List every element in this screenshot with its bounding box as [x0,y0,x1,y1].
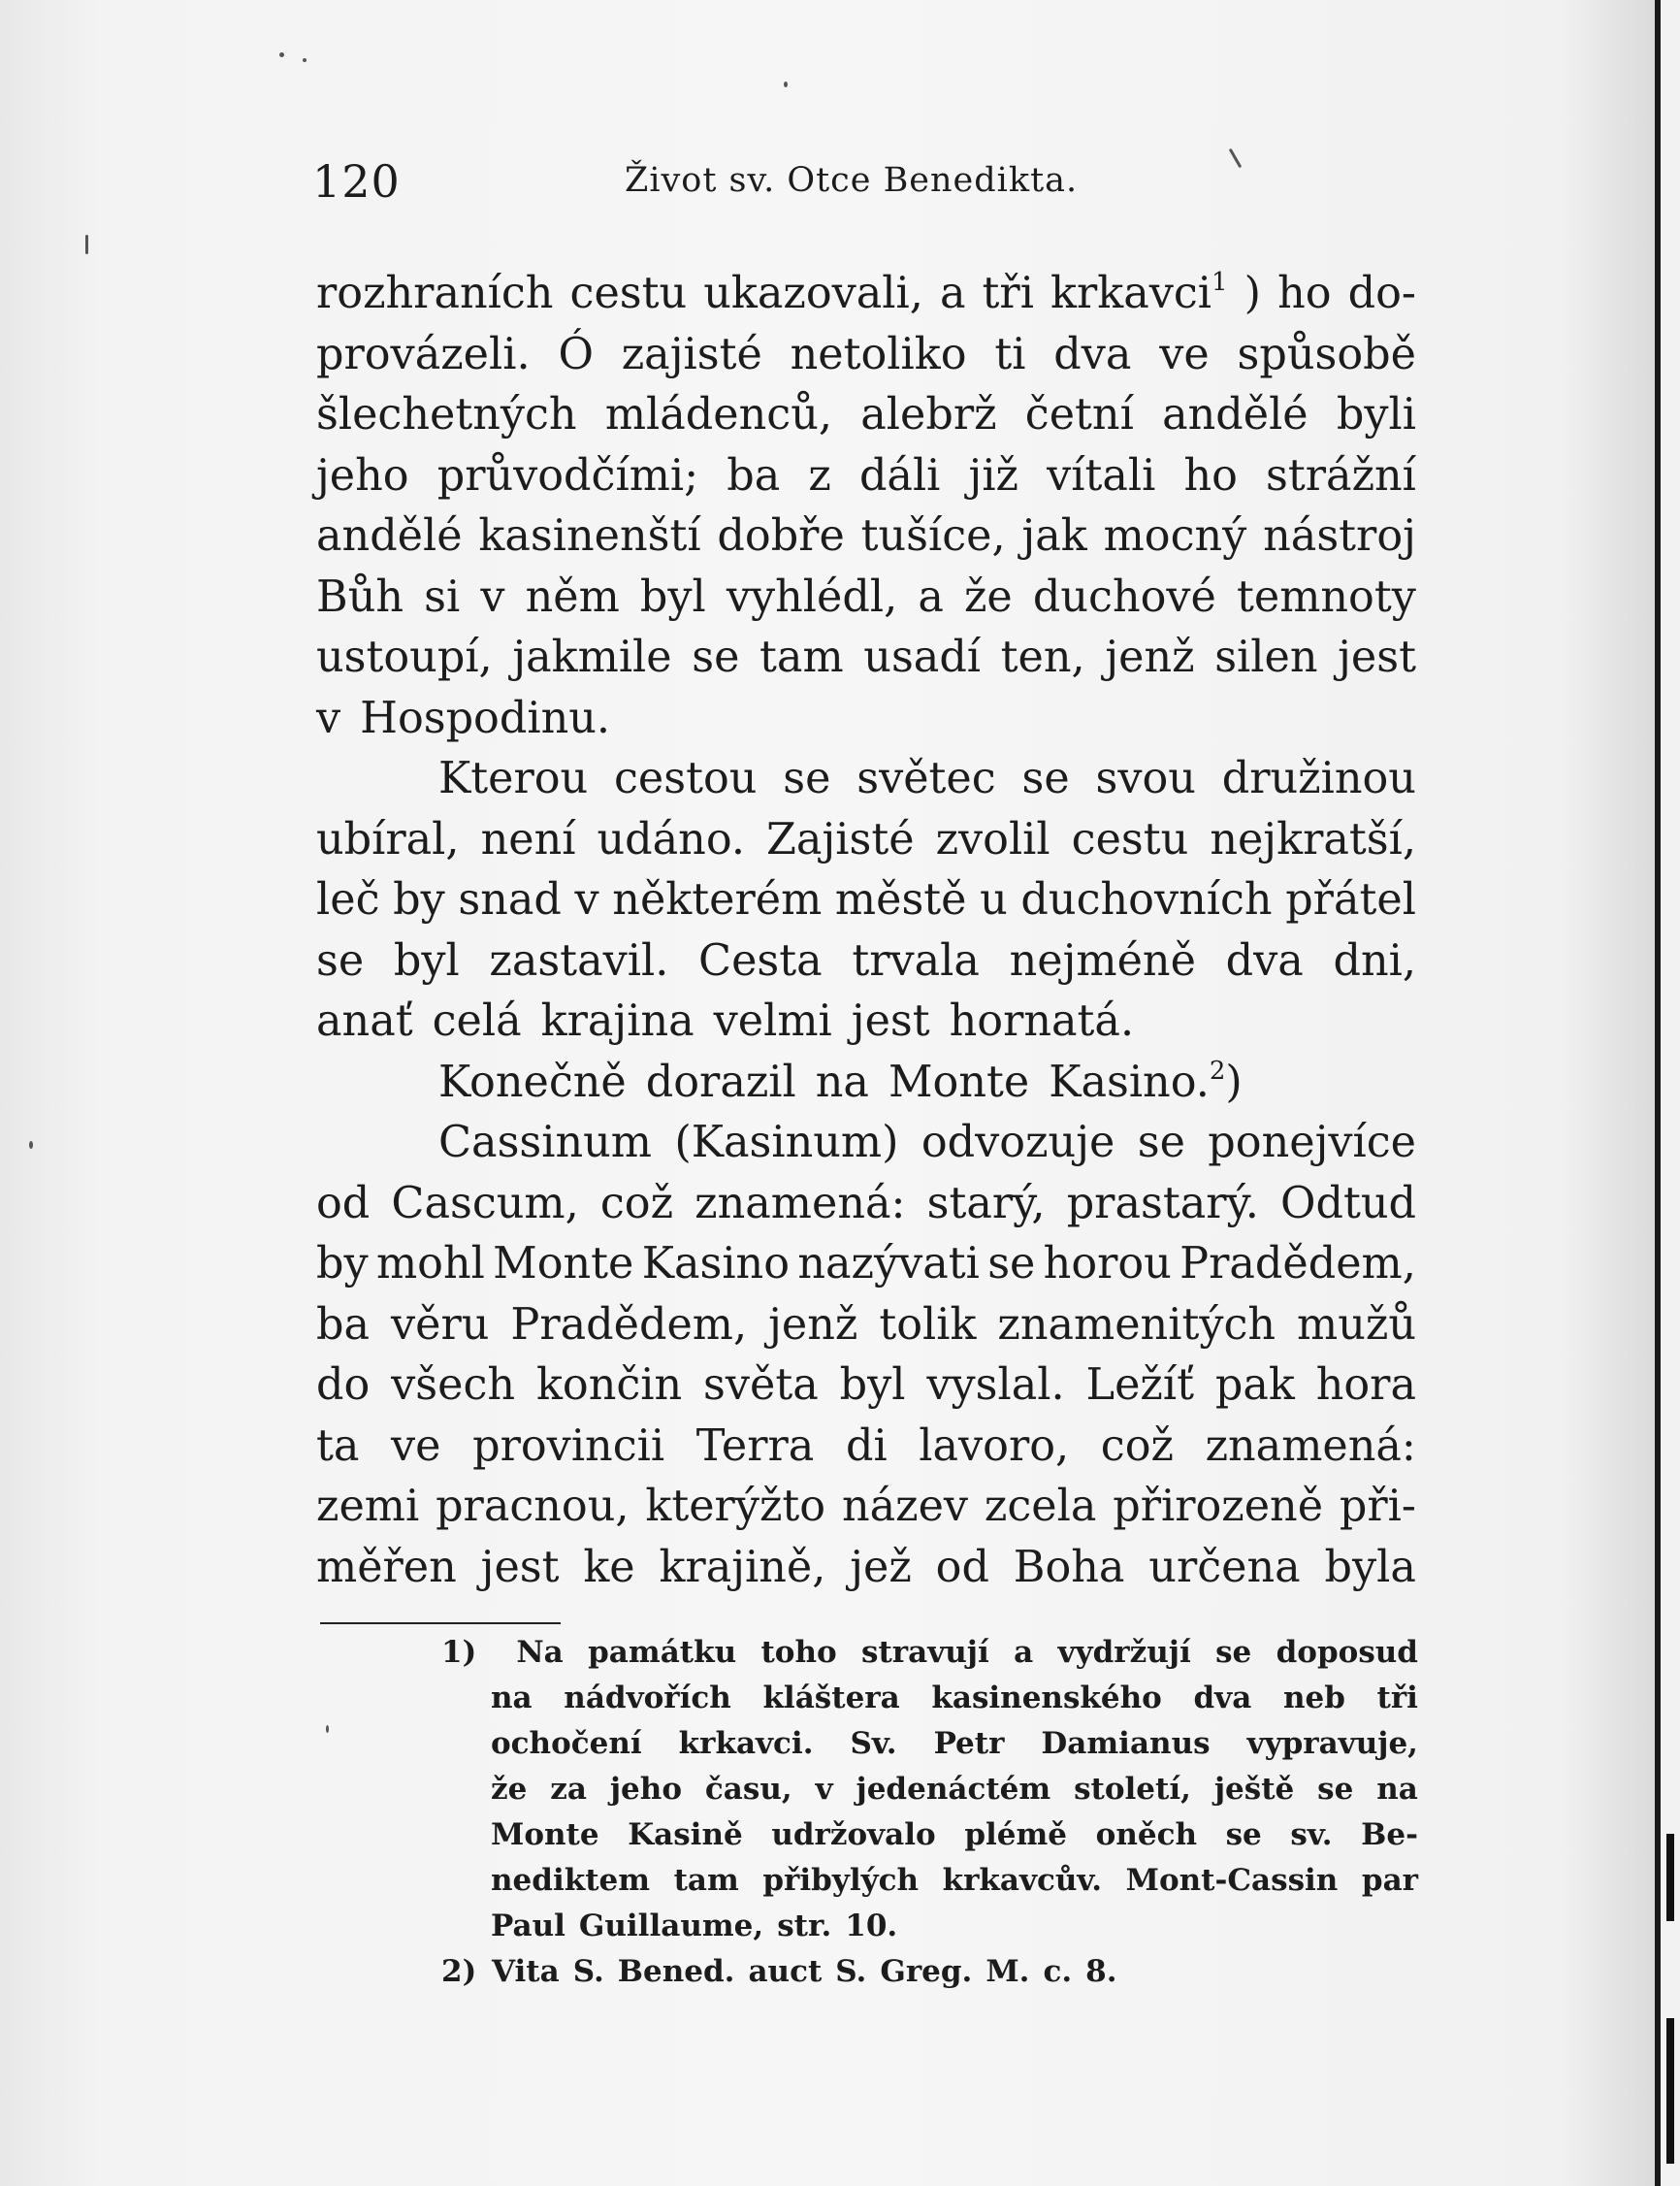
footnote-line [320,1630,1418,1676]
footnote-word: S. [572,1954,604,1989]
footnote-word: oněch [1095,1817,1197,1852]
footnote-word: plémě [964,1817,1068,1852]
text-word: Monte [888,1057,1030,1107]
text-word: četní [1024,390,1134,440]
text-word: se [783,754,831,803]
footnote-word: toho [760,1635,837,1670]
text-word: a [939,269,966,318]
text-word: Ležíť [1085,1360,1194,1410]
footnote-word: Bened. [617,1954,735,1989]
footnote-word: Na [516,1635,564,1670]
footnote-word: Monte [491,1817,599,1852]
footnote-word: c. [1043,1954,1073,1989]
footnote-word: se [1215,1635,1252,1670]
text-word: jak [1021,511,1087,561]
footnote-word: Guillaume, [578,1909,764,1943]
text-word: mohl [375,1239,485,1289]
text-line [316,446,1416,507]
footnote-line [320,1676,1418,1721]
text-word: leč [316,875,380,925]
text-word: jakmile [512,633,672,682]
text-word: něm [525,571,620,622]
text-word: usadí [863,633,982,682]
text-word: městě [834,875,967,925]
text-word: znamená: [1205,1420,1416,1471]
text-word: od [316,1178,371,1228]
footnote-word: str. [777,1909,832,1943]
text-word: velmi [713,996,832,1046]
text-word: temnoty [1236,571,1416,622]
text-word: dni, [1333,935,1416,986]
footnote-line [320,1721,1418,1767]
text-word: byl [393,935,460,986]
footnote-word: nediktem [491,1863,651,1898]
footnote-word: Kasině [628,1817,743,1852]
text-word: odvozuje [921,1118,1115,1167]
text-word: lavoro, [919,1420,1070,1471]
text-line [316,568,1416,629]
text-word: dáli [858,450,941,501]
footnote-word: sv. [1290,1817,1333,1852]
footnote-word: se [1317,1772,1354,1807]
text-word: ten, [1000,633,1085,682]
footnote-marker-1: 1) [441,1635,477,1670]
text-word: což [599,1178,674,1228]
text-word: z [808,450,831,501]
text-word: cestu [1071,814,1189,865]
text-word: rozhraních [316,269,554,318]
text-word: na [815,1057,869,1107]
text-word: ubíral, [316,814,460,865]
footnote-word: Paul [491,1909,565,1943]
text-word: by [393,875,445,925]
text-word: což [1100,1420,1174,1471]
text-word: provázeli. [316,329,531,379]
text-word: ) [1244,269,1262,318]
text-word: andělé [1162,390,1308,440]
text-word: Zajisté [766,814,915,865]
footnote-word: neb [1282,1680,1345,1715]
text-word: tam [759,633,844,682]
text-word: krajině, [659,1542,826,1592]
text-word: andělé [316,511,463,561]
text-word: jenž [768,1299,858,1350]
footnote-word: Vita [492,1954,560,1989]
footnote-word: a [1014,1635,1034,1670]
page-header [312,155,1418,213]
text-line [316,1538,1416,1599]
footnote-word: vydržují [1057,1635,1191,1670]
footnote-word: Be- [1361,1817,1418,1852]
footnote-word: nádvořích [564,1680,731,1715]
footnote-word: se [1225,1817,1262,1852]
text-word: nástroj [1263,511,1416,561]
text-word: zajisté [621,329,762,379]
text-word: Konečně [438,1057,627,1107]
text-line [316,992,1416,1053]
footnote-word: jeho [609,1772,682,1807]
text-line [316,1053,1416,1114]
text-word: silen [1214,633,1318,682]
text-word: znamená: [695,1178,906,1228]
text-word: v [574,875,599,925]
text-word: Hospodinu. [360,693,611,743]
text-line [316,1234,1416,1295]
text-word: družinou [1221,754,1416,803]
footnote-word: vypravuje, [1246,1726,1418,1761]
text-word: di [845,1420,888,1471]
text-word: již [968,450,1019,501]
text-word: ba [727,450,781,501]
footnote-word: tam [673,1863,739,1898]
text-word: všech [391,1360,516,1410]
text-word: ke [583,1542,635,1592]
text-word: hora [1315,1360,1416,1410]
text-word: dorazil [645,1057,796,1107]
text-word: mocný [1103,511,1247,561]
text-word: jeho [316,450,409,501]
footnote-word: krkavcův. [942,1863,1103,1898]
footnote-word: přibylých [762,1863,920,1898]
footnote-word: Petr [933,1726,1005,1761]
text-word: nejméně [1009,935,1196,986]
text-word: ho [1277,269,1332,318]
text-word: se [316,935,365,986]
text-word: dobře [717,511,845,561]
footnote-word: krkavci. [678,1726,814,1761]
text-word: zcela [984,1482,1097,1531]
footnote-word: ochočení [491,1726,642,1761]
text-word: měřen [316,1542,457,1592]
text-word: prastarý. [1066,1178,1259,1228]
text-word: od [935,1542,989,1592]
text-word: by [316,1239,369,1289]
text-word: Pradědem, [1179,1239,1416,1289]
footnote-word: 8. [1085,1954,1117,1989]
footnote-word: Greg. [880,1954,973,1989]
text-word: jenž [1105,633,1195,682]
footnote-word: na [491,1680,533,1715]
footnote-line [320,1858,1418,1904]
text-line [316,1355,1416,1417]
text-word: nejkratší, [1210,814,1416,865]
text-word: není [480,814,576,865]
text-word: cestou [614,754,758,803]
text-word: jest [480,1542,560,1592]
text-word: duchové [1032,571,1216,622]
text-word: do- [1347,269,1416,318]
footnote-word: kláštera [762,1680,900,1715]
text-word: se [692,633,740,682]
footnotes [320,1630,1418,1995]
text-word: se [1021,754,1070,803]
text-word: při- [1339,1482,1416,1531]
text-word: Bůh [316,571,404,622]
text-word: snad [458,875,562,925]
text-word: horou [1043,1239,1172,1289]
text-word: a [918,571,944,622]
text-word: ve [391,1420,441,1471]
text-word: šlechetných [316,390,577,440]
text-word: Monte [493,1239,634,1289]
text-word: světa [703,1360,819,1410]
footnote-word: jedenáctém [856,1772,1051,1807]
text-word: ta [316,1420,360,1471]
footnote-ref-1: 1 [1212,268,1228,298]
text-word: se [987,1239,1036,1289]
text-word: průvodčími; [436,450,699,501]
text-word: Boha [1013,1542,1125,1592]
footnote-word: tři [1376,1680,1418,1715]
footnote-line [320,1767,1418,1812]
text-word: název [841,1482,969,1531]
text-word: spůsobě [1237,329,1416,379]
footnote-line [320,1904,1418,1949]
footnote-word: M. [985,1954,1030,1989]
text-word: jest [851,996,930,1046]
text-line [316,931,1416,993]
text-word: netoliko [790,329,967,379]
text-word: tušíce, [860,511,1006,561]
footnote-word: za [550,1772,587,1807]
text-word: Kasino.$^2$) [1049,1056,1243,1107]
text-word: Kterou [438,754,589,803]
footnote-word: Sv. [850,1726,897,1761]
text-line [316,1477,1416,1538]
text-word: kasinenští [478,511,701,561]
footnote-word: Damianus [1041,1726,1211,1761]
footnote-word: na [1376,1772,1418,1807]
text-word: v [480,571,505,622]
text-word: Cassinum [438,1118,653,1167]
text-word: jež [850,1542,912,1592]
text-word: zastavil. [489,935,669,986]
text-word: určena [1148,1542,1301,1592]
text-line [316,749,1416,810]
text-word: ti [994,329,1026,379]
text-line [316,1295,1416,1356]
text-line [316,325,1416,386]
text-word: svou [1095,754,1196,803]
text-word: ve [1159,329,1210,379]
footnote-word: par [1361,1863,1418,1898]
footnote-word: stravují [861,1635,989,1670]
text-word: krkavci$^1$ [1050,268,1228,318]
text-word: věru [391,1299,490,1350]
footnote-word: udržovalo [771,1817,936,1852]
text-word: dva [1053,329,1132,379]
text-word: si [424,571,461,622]
spine-ink-mark [1666,1834,1674,1921]
text-word: provincii [472,1420,665,1471]
text-word: dva [1225,935,1304,986]
text-word: přirozeně [1113,1482,1324,1531]
footnote-word: že [491,1772,528,1807]
text-word: cestu [569,269,688,318]
text-word: znamenitých [997,1299,1276,1350]
text-word: ustoupí, [316,633,493,682]
text-word: Cascum, [391,1178,579,1228]
footnote-word: doposud [1276,1635,1418,1670]
text-line [316,1174,1416,1235]
text-word: Odtud [1280,1178,1416,1228]
text-word: končin [535,1360,683,1410]
text-word: vítali [1047,450,1156,501]
text-word: v [316,693,341,743]
text-word: ho [1183,450,1238,501]
text-line [316,628,1416,689]
text-word: Ó [558,329,594,379]
text-word: alebrž [860,390,997,440]
text-line [316,689,1416,750]
text-word: ponejvíce [1208,1118,1416,1167]
text-word: Pradědem, [510,1299,748,1350]
running-title: Život sv. Otce Benedikta. [625,161,1079,200]
text-word: duchovních [1020,875,1273,925]
text-line [316,506,1416,568]
text-word: do [316,1360,371,1410]
text-word: celá [432,996,522,1046]
footnote-ref-2: 2 [1209,1056,1226,1086]
footnote-word: auct [748,1954,823,1989]
text-word: hornatá. [949,996,1135,1046]
text-word: byl [639,571,706,622]
text-word: nazývati [797,1239,980,1289]
text-word: vyslal. [926,1360,1065,1410]
footnote-word: S. [835,1954,867,1989]
footnote-word: dva [1193,1680,1252,1715]
text-word: anať [316,996,413,1046]
spine-ink-mark [1666,2018,1674,2164]
footnote-separator-rule [320,1622,561,1624]
text-word: že [963,571,1013,622]
footnote-word: století, [1074,1772,1191,1807]
text-word: přátel [1285,875,1416,925]
text-word: (Kasinum) [674,1118,899,1167]
text-word: mládenců, [604,390,832,440]
footnote-word: památku [588,1635,737,1670]
text-word: kterýžto [645,1482,826,1531]
text-word: ukazovali, [703,269,923,318]
text-word: byl [839,1360,906,1410]
text-word: jest [1338,633,1416,682]
text-word: Terra [695,1420,815,1471]
text-line [316,385,1416,446]
text-line [316,264,1416,325]
text-word: zemi [316,1482,420,1531]
text-word: krajina [540,996,695,1046]
text-word: pak [1214,1360,1295,1410]
text-word: vyhlédl, [726,571,898,622]
footnote-line [320,1812,1418,1858]
text-word: Kasino [641,1239,790,1289]
text-word: zvolil [935,814,1050,865]
footnote-line [320,1949,1418,1995]
text-word: trvala [852,935,980,986]
text-word: světec [856,754,996,803]
text-line [316,1417,1416,1478]
text-line [316,810,1416,871]
text-word: mužů [1297,1299,1416,1350]
text-word: u [980,875,1008,925]
text-word: některém [612,875,823,925]
footnote-word: kasinenského [931,1680,1162,1715]
footnote-marker-2: 2) [441,1954,477,1989]
body-text [316,264,1416,1598]
footnote-word: času, [704,1772,792,1807]
footnote-word: Mont-Cassin [1125,1863,1339,1898]
footnote-word: 10. [845,1909,898,1943]
footnote-word: ještě [1213,1772,1295,1807]
text-word: se [1137,1118,1185,1167]
text-word: tolik [879,1299,977,1350]
text-word: Cesta [698,935,823,986]
text-word: byla [1324,1542,1416,1592]
text-word: pracnou, [436,1482,630,1531]
footnote-word: v [815,1772,833,1807]
text-line [316,1113,1416,1174]
text-line [316,870,1416,931]
text-word: byli [1336,390,1416,440]
text-word: tři [982,269,1034,318]
text-word: udáno. [597,814,745,865]
text-word: starý, [926,1178,1046,1228]
text-word: strážní [1266,450,1416,501]
page-number: 120 [312,155,401,208]
text-word: ba [316,1299,371,1350]
